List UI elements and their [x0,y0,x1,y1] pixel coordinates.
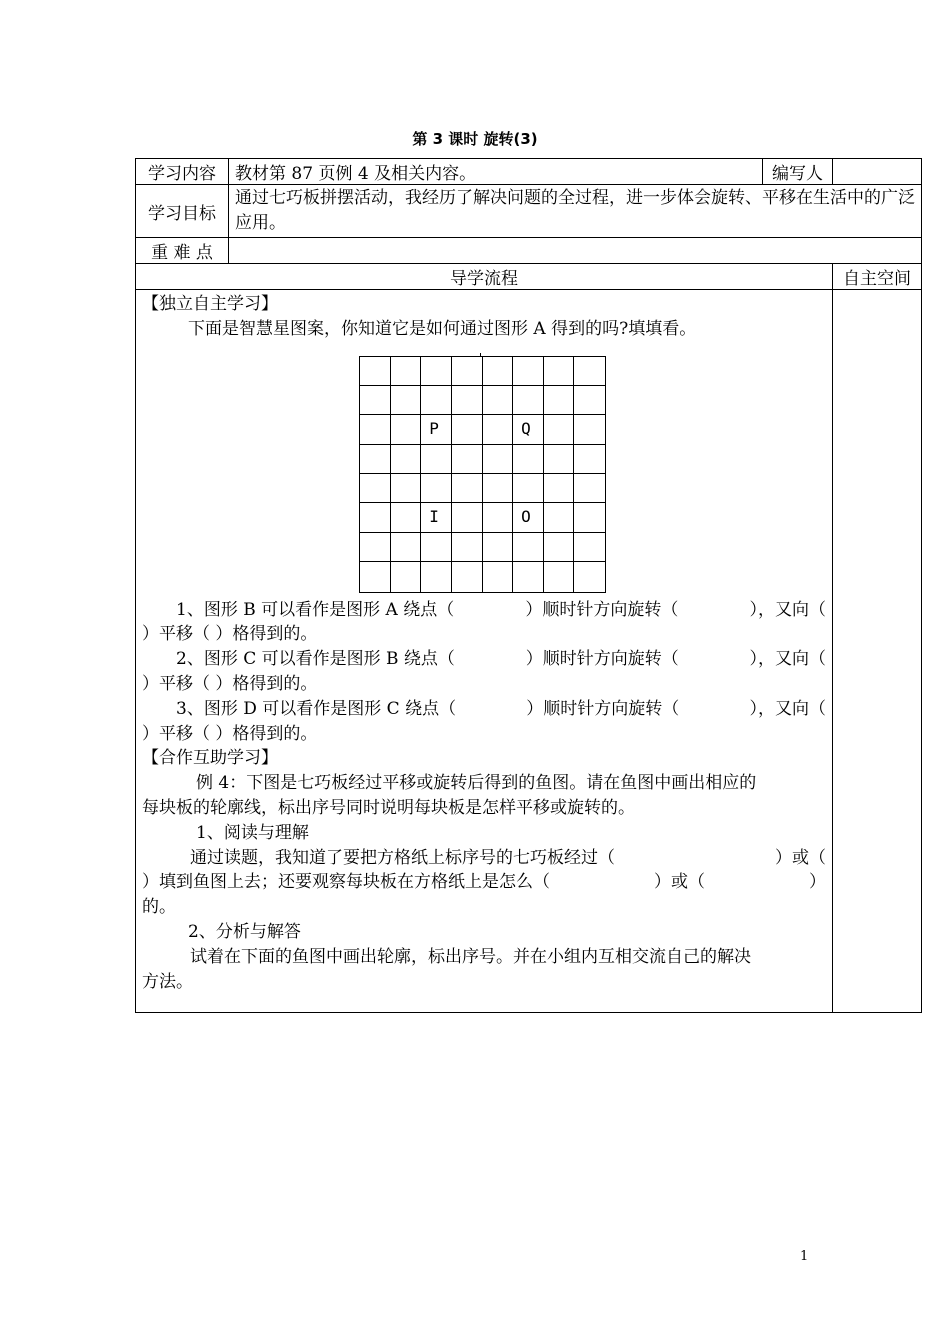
grid-cell [544,562,575,591]
grid-cell [360,415,391,444]
step1-label: 1、阅读与理解 [196,822,309,843]
space-label: 自主空间 [833,264,922,290]
q1-part3: ），又向（ [749,599,826,620]
read-line1 [142,846,826,871]
grid-cell [391,357,422,386]
content-value: 教材第 87 页例 4 及相关内容。 [229,159,763,185]
grid-cell [544,503,575,532]
grid-cell [574,386,605,415]
grid-cell [452,533,483,562]
grid-letter-q: Q [521,419,531,439]
grid-cell [360,562,391,591]
question-3-line1 [142,697,826,722]
grid-cell [574,503,605,532]
grid-cell [421,415,452,444]
grid-cell [421,503,452,532]
grid-cell [544,415,575,444]
q3-part1: 3、图形 D 可以看作是图形 C 绕点（ [176,698,457,719]
grid-cell [391,445,422,474]
flow-label: 导学流程 [136,264,833,290]
read-line3: 的。 [142,897,176,918]
grid-cell [360,474,391,503]
q3-part2: ）顺时针方向旋转（ [526,698,680,719]
grid-cell [391,533,422,562]
section2-heading: 【合作互助学习】 [142,748,278,769]
lesson-title: 第 3 课时 旋转(3) [412,130,538,148]
grid-letter-p: P [429,419,439,439]
flow-content [136,290,833,1013]
grid-cell [544,474,575,503]
author-value [833,159,922,185]
q1-part2: ）顺时针方向旋转（ [525,599,679,620]
q2-part2: ）顺时针方向旋转（ [525,649,679,670]
grid-cell [574,533,605,562]
grid-cell [421,533,452,562]
grid-cell [360,533,391,562]
grid-cell [574,415,605,444]
grid-cell [391,562,422,591]
try-line1: 试着在下面的鱼图中画出轮廓，标出序号。并在小组内互相交流自己的解决 [190,946,751,967]
question-2-line1 [142,647,826,672]
grid-cell [421,386,452,415]
grid-cell [360,386,391,415]
try-line2: 方法。 [142,971,193,992]
q2-part1: 2、图形 C 可以看作是图形 B 绕点（ [176,649,455,670]
question-1-line2: ）平移（ ）格得到的。 [142,624,318,645]
star-grid-area [142,342,826,598]
grid-cell [360,445,391,474]
grid-cell [483,357,514,386]
grid-cell [513,386,544,415]
read-line2 [142,870,826,895]
example-line2: 每块板的轮廓线，标出序号同时说明每块板是怎样平移或旋转的。 [142,797,635,818]
space-column [833,290,922,1013]
grid-cell [544,386,575,415]
read-line2-part1: ）填到鱼图上去；还要观察每块板在方格纸上是怎么（ [142,872,550,893]
grid-cell [544,445,575,474]
grid-cell [452,503,483,532]
grid-cell [544,533,575,562]
grid-cell [574,474,605,503]
grid-cell [452,415,483,444]
example-line1: 例 4：下图是七巧板经过平移或旋转后得到的鱼图。请在鱼图中画出相应的 [196,773,757,794]
key-label: 重 难 点 [136,238,229,264]
grid-cell [483,415,514,444]
grid-cell [421,474,452,503]
author-label: 编写人 [763,159,833,185]
question-2-line2: ）平移（ ）格得到的。 [142,673,318,694]
grid-cell [544,357,575,386]
read-line1-part2: ）或（ [775,847,826,868]
q1-part1: 1、图形 B 可以看作是图形 A 绕点（ [176,599,455,620]
grid-letter-o: O [521,507,531,527]
grid-cell [513,503,544,532]
grid-cell [483,503,514,532]
question-1-line1 [142,598,826,623]
question-3-line2: ）平移（ ）格得到的。 [142,723,318,744]
grid-cell [452,386,483,415]
star-grid [359,356,606,593]
grid-cell [513,445,544,474]
section1-heading: 【独立自主学习】 [142,294,278,314]
read-line1-part1: 通过读题，我知道了要把方格纸上标序号的七巧板经过（ [190,847,615,868]
lesson-table [135,158,922,1013]
grid-cell [360,357,391,386]
grid-cell [513,562,544,591]
grid-cell [452,445,483,474]
grid-cell [360,503,391,532]
read-line2-part3: ） [809,872,826,893]
grid-cell [574,445,605,474]
page-number: 1 [800,1249,809,1264]
grid-cell [391,386,422,415]
grid-cell [421,562,452,591]
grid-cell [483,386,514,415]
grid-cell [483,445,514,474]
grid-cell [391,474,422,503]
grid-cell [391,503,422,532]
step2-label: 2、分析与解答 [188,921,301,942]
goal-label: 学习目标 [136,185,229,238]
q3-part3: ），又向（ [749,698,826,719]
grid-cell [513,357,544,386]
grid-cell [421,357,452,386]
grid-cell [452,474,483,503]
grid-cell [483,533,514,562]
grid-cell [574,562,605,591]
q2-part3: ），又向（ [749,649,826,670]
grid-cell [452,357,483,386]
read-line2-part2: ）或（ [654,872,705,893]
grid-cell [421,445,452,474]
content-label: 学习内容 [136,159,229,185]
key-value [229,238,922,264]
grid-cell [574,357,605,386]
grid-cell [483,562,514,591]
grid-cell [513,533,544,562]
grid-cell [452,562,483,591]
grid-cell [391,415,422,444]
grid-cell [513,415,544,444]
grid-cell [513,474,544,503]
grid-cell [483,474,514,503]
goal-value: 通过七巧板拼摆活动，我经历了解决问题的全过程，进一步体会旋转、平移在生活中的广泛应用。 [229,185,922,238]
section1-intro: 下面是智慧星图案，你知道它是如何通过图形 A 得到的吗?填填看。 [188,318,697,339]
grid-letter-i: I [429,507,439,527]
